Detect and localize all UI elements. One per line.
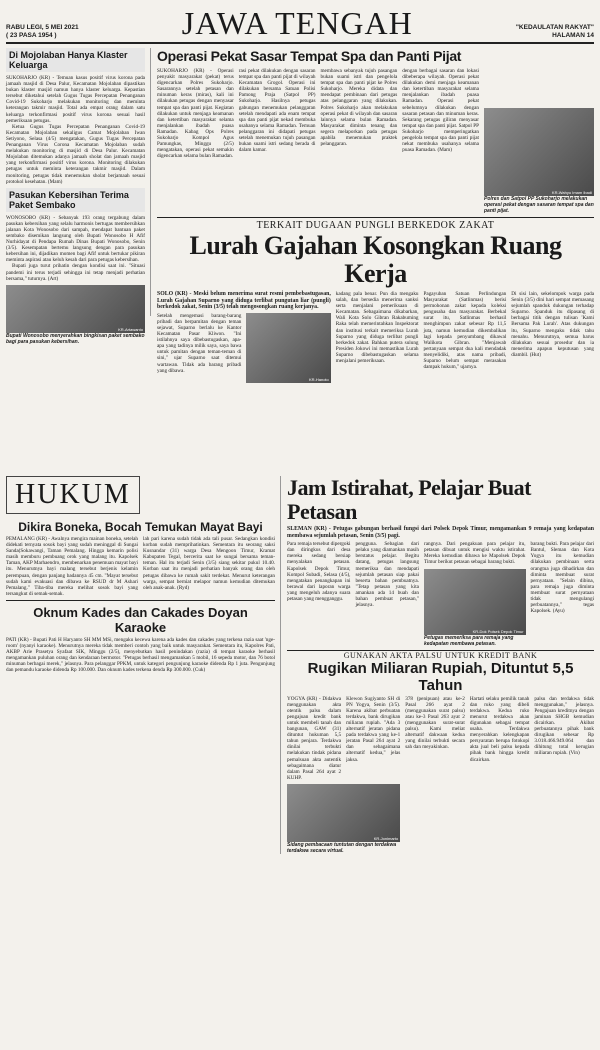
bottom-section — [6, 476, 594, 854]
article-lead: SOLO (KR) - Meski belum menerima surat resmi pembebastugasan, Lurah Gajahan Suparno yang diduga terlibat pungutan liar (pungli) berkedok zakat, Senin (3/5) telah mengosongkan ruang kerjanya. — [157, 291, 331, 311]
article-text: lah pari karena sudah tidak ada tali pusar. Sedangkan kondisi korban sudah memprihatinkan. Sementara itu seorang saksi Kusnandar (31) warga Desa Mengoon Timur, Kramat Kabupaten Tegal, bercerita saat ke sungai bersama teman-teman. Hal itu terjadi Senin (3/5) siang sekitar pukul 10.40. Korban saat itu menjadi perhatian banyak orang dan oleh petugas dibawa ke rumah sakit terdekat. Menurut keterangan warga, sempat berniat melapor namun kemudian ditemukan oleh anak-anak. (Ryd) — [143, 536, 275, 591]
article-text: 378 (penipuan) atau ke-2 Pasal 266 ayat 2 (menggunakan surat palsu) atau ke-3 Pasal 263 ayat 2 (menggunakan surat-surat palsu). Kami meliat alternatif dakwaan kedua yang dinilai terbukti secara sah dan meyakinkan. — [405, 695, 465, 751]
photo-caption: Sidang pembacaan tuntutan dengan terdakwa terdakwa secara virtual. — [287, 841, 397, 854]
section-label: HUKUM — [6, 476, 140, 514]
headline: Oknum Kades dan Cakades Doyan Karaoke — [33, 604, 248, 635]
page-rubric: "KEDAULATAN RAKYAT" HALAMAN 14 — [515, 24, 594, 39]
headline: Lurah Gajahan Kosongkan Ruang Kerja — [189, 231, 562, 288]
article-text: SUKOHARJO (KR) - Temuan kasus positif virus korona pada jamaah masjid di Desa Palur, Kecamatan Mojolaban dipastikan bukan klaster masjid namun hanya klaster keluarga. Kepastian tersebut diketahui setelah Gugus Tugas Percepatan Penanganan Covid-19 Sukoharjo melakukan monitoring dan meminta keterangan takmir masjid. Total ada empat orang dalam satu keluarga terkonfirmasi positif virus korona sesuai hasil pemeriksaan petugas. — [6, 75, 145, 124]
headline: Operasi Pekat Sasar Tempat Spa dan Panti Pijat — [157, 48, 462, 64]
article-text: Pagayuban Satuan Perlindungan Masyarakat (Satlinmas) berisi permohonan zakat kepada koleksi pengusaha dan masyarakat. Berbekal surat itu, Satlinmas berhasil menghimpun zakat sebesar Rp 11,5 juta, namun kemudian dikembalikan lagi kepada penyumbang dikawal Walikota Gibran. "Menjawab pertanyaan sempat dua kali mendadak menyelidiki, atas nama pribadi, Suparno belum sempat merasakan dampak hukum," ujarnya. — [423, 291, 507, 371]
article-text: Para remaja tersebut dipergoki dan diringkus dari desa mereka sedang bersiap menyalakan petasan. Kapolsek Depok Timur, Kompol Subadi, Selasa (4/5), mengatakan penangkapan ini berawal dari laporan warga yang mengeluh adanya suara petasan yang mengganggu. — [287, 541, 351, 603]
article-text: Hartati selaku pemilik tanah dan ruko yang dibeli terdakwa. Kedua ruko menurut terdakwa akan digunakan sebagai tempat usaha. Terdakwa menyerahkan kelengkapan persyaratan berupa fotokopi akta jual beli palsu kepada pihak bank hingga kredit dicairkan. — [469, 695, 530, 763]
masthead — [6, 4, 594, 44]
article-text: dengan berbagai sasaran dan lokasi dibeberapa wilayah. Operasi pekat dilakukan demi menjaga keamanan dan ketertiban masyarakat selama menjalankan ibadah puasa Ramadan. Operasi pekat sebelumnya dilakukan dengan sasaran petasan dan minuman keras. Sekarang petugas giliran menyasar tempat spa dan panti pijat. Satpol PP Sukoharjo memperingatkan pengelola tempat spa dan panti pijat nekat membuka usahanya selama puasa Ramadan. (Mam) — [402, 68, 479, 154]
photo-caption: Petugas memeriksa para remaja yang kedapatan membawa petasan. — [423, 634, 514, 647]
left-column — [6, 48, 151, 345]
main-column — [157, 48, 595, 382]
article-text: pengguna. Sebagian dari pelaku yang diamankan masih berstatus pelajar. Begitu datang, petugas langsung memeriksa dan mendapati sejumlah petasan siap pakai beserta bahan pembuatnya. "Tetap petasan yang kita amankan ada 14 buah dan bahan pembuat petasan," jelasnya. — [355, 541, 419, 609]
photo-petasan: KR-Dok Polsek Depok Timur — [424, 569, 526, 635]
article-text: membawa sebanyak tujuh pasangan bukan suami istri dan pengelola tempat spa dan panti pijat ke Polres Sukoharjo. Mereka didata dan mendapat pembinaan dari petugas atas pelanggaran yang dilakukan. Polres Sukoharjo akan melakukan operasi pekat di wilayah dan sasaran lainnya selama bulan Ramadan. Masyarakat diminta tenang dan segera melaporkan pada petugas apabila menemukan praktek pelanggaran. — [320, 68, 398, 148]
article-text: Klewon Sugiyanto SH di PN Yogya, Senin (3/5). Karena akibat perbuatan terdakwa, bank dirugikan miliaran rupiah. "Ada 3 alternatif jeratan pidana pada terdakwa yang ke-1 jeratan Pasal 264 ayat 2 dan sebagaimana alternatif kedua," jelas jaksa. — [346, 695, 401, 763]
photo-caption: Bupati Wonosobo menyerahkan bingkisan paket sembako bagi para pasukan kebersihan. — [6, 332, 145, 345]
right-column — [287, 476, 594, 854]
photo-sidang: KR-Jonimarto — [287, 784, 400, 842]
photo-operasi: KR-Wahyu Imam Ibadi — [484, 108, 594, 196]
article-text: PEMALANG (KR) - Awalnya mengira mainan boneka, setelah didekati ternyata sosok bayi yang sudah meninggal di Sungai Sanda(Sokawangi, Taman Pemalang. Hingga kemarin polisi masih memburu pembuang orok yang malang itu. Kapolsek Taman, AKP Marhaendro, membenarkan penemuan mayat bayi itu. Menurutnya bayi malang tersebut berjenis kelamin perempuan, dengan panjang badannya 45 cm. "Mayat tersebut sudah kami evakuasi dan dibawa ke RSUD dr M Ashari Pemalang." Tiba-tiba mereka melihat sosok bayi yang tersangkut di semak-semak. — [6, 536, 138, 597]
article-text: barang bukti. Para pelajar dari Bantul, Sleman dan Kota Yogya itu kemudian dilakukan pembinaan serta orangtua juga dihadirkan dan diminta membuat surat pernyataan. "Selain dibina, para remaja juga diminta membuat surat pernyataan tidak mengulangi perbuatannya," tegas Kapolsek. (Ayu) — [530, 541, 595, 615]
headline: Jam Istirahat, Pelajar Buat Petasan — [287, 475, 531, 524]
headline: Dikira Boneka, Bocah Temukan Mayat Bayi — [18, 520, 263, 534]
article-title: Di Mojolaban Hanya Klaster Keluarga — [6, 48, 145, 72]
article-text: kadang pala benar. Pun dia mengaku salah, dan bersedia menerima sanksi serta menjalani pemeriksaan di Kecamatan. Sebagaimana dikabarkan, Wali Kota Solo Gibran Rakabuming Raka telah memerintahkan Inspektorat dan institusi terkait memeriksa Lurah Suparno yang diduga terlibat pungli berkedok zakat. Bahkan putera sulung Presiden Jokowi ini memastikan Lurah Suparno dibebastugaskan selama menjalani pemeriksaan. — [335, 291, 419, 365]
article-text: Di sisi lain, sekelompok warga pada Senin (3/5) dini hari sempat memasang sejumlah spanduk dukungan terhadap Suparno. Spanduk itu dipasang di berbagai titik dengan tulisan 'Kami Bersama Pak Lurah'. Atas dukungan itu, Suparno mengaku tidak tahu menahu. Menurutnya, semua harus dilakukan sesuai prosedur dan ia menerima apapun keputusan yang diambil. (Hut) — [511, 291, 595, 358]
page-title: JAWA TENGAH — [181, 5, 413, 41]
article-text: rangnya. Dari pengakuan para pelajar itu, petasan dibuat untuk mengisi waktu istirahat. Mereka kemudian dibawa ke Mapolsek Depok Timur berikut petasan sebagai barang bukti. — [423, 541, 526, 566]
article-text: Ketua Gugus Tugas Percepatan Penanganan Covid-19 Kecamatan Mojolaban sekaligus Camat Mojolaban Iwan Setiyono, Selasa (4/5) mengatakan, Gugus Tugas Percepatan Penanganan Virus Corona Kecamatan Mojolaban sudah melakukan monitoring di masjid di Desa Palur. Kecamatan Mojolaban ditemukan adanya jamaah sholat dan jamaah masjid yang terkonfirmasi positif virus korona. Monitoring dilakukan petugas untuk meminta keterangan takmir masjid. Dalam monitoring, petugas tidak menemukan sholat berjamaah sesuai protokol kesehatan. (Mam) — [6, 123, 145, 185]
top-section — [6, 48, 595, 382]
photo-sembako: KR-Artawanto — [6, 285, 145, 333]
hukum-column — [6, 476, 281, 854]
article-lead: SLEMAN (KR) - Petugas gabungan berhasil fungsi dari Polsek Depok Timur, mengamankan 9 remaja yang kedapatan membawa sejumlah petasan, Senin (3/5) pagi. — [287, 526, 594, 539]
issue-date: RABU LEGI, 5 MEI 2021 ( 23 PASA 1954 ) — [6, 24, 79, 39]
article-text: Bupati juga turut prihatin dengan kondisi saat ini. "Situasi pandemi ini terus terjadi sehingga ini tetap menjadi perhatian bersama," tuturnya. (Art) — [6, 263, 145, 282]
article-text: SUKOHARJO (KR) - Operasi penyakit masyarakat (pekat) terus digencarkan Polres Sukoharjo. Sasarannya setelah petasan dan minuman keras (miras), kali ini dilakukan petugas dengan menyasar tempat spa dan panti pijat. Kegiatan dilakukan untuk menjaga keamanan dan ketertiban masyarakat selama menjalankan ibadah puasa Ramadan. Kabag Ops Polres Sukoharjo Kompol Agus Pamungkas, Minggu (2/5) mengatakan, operasi pekat semakin digencarkan selama bulan Ramadan. — [157, 68, 234, 160]
kicker: GUNAKAN AKTA PALSU UNTUK KREDIT BANK — [343, 650, 538, 660]
article-text: palsu dan terdakwa tidak menggunakan," jelasnya. Pengajuan kreditnya dengan jaminan SHGB kemudian dicairkan. Akibat perbuatannya pihak bank dirugikan sebesar Rp 3.018.466.949.064 dan dihitung total kerugian miliaran rupiah. (Vin) — [534, 695, 594, 757]
article-title: Pasukan Kebersihan Terima Paket Sembako — [6, 188, 145, 212]
article-text: YOGYA (KR) - Didakwa menggunakan akta otentik palsu dalam pengajuan kredit bank untuk membeli tanah dan bangunan, GAW (31) dituntut hukuman 5,5 tahun penjara. Terdakwa dinilai terbukti melakukan tindak pidana pemalsuan akta autentik sebagaimana diatur dalam Pasal 264 ayat 2 KUHP. — [287, 695, 342, 781]
article-text: PATI (KR) - Bupati Pati H Haryanto SH MM MSi, mengaku kecewa karena ada kades dan cakades yang terkena razia saat 'nge-room' (nyanyi karaoke). Menurutnya mereka tidak memberi contoh yang baik untuk masyarakat. Sementara itu, Kapolres Pati, AKBP Arie Prasetya Syafaat SIK, Minggu (2/5), menyebutkan hasil penindakan (razia) di tempat karaoke berhasil mengamankan puluhan orang dan kendaraan bermotor. "Petugas berhasil mengamankan 5 mobil, 16 sepeda motor, dan 76 botol minuman berbagai merek," jelasnya. Para pelanggar PPKM, untuk kategori pengunjung karaoke didenda Rp 1 juta. Pengunjung dan pemandu karaoke didenda Rp 100.000. Dan oknum kades terkena denda Rp 300.000. (Cuk) — [6, 636, 275, 674]
article-text: rasi pekat dilakukan dengan sasaran tempat spa dan panti pijat di wilayah Kecamatan Grogol. Operasi ini dilakukan bersama Satuan Polisi Pamong Praja (Satpol PP) Sukoharjo. Hasilnya petugas gabungan menemukan pelanggaran setelah mendapati ada enam tempat spa dan panti pijat nekad membuka usahanya selama Ramadan. Temuan pelanggaran ini didapati petugas setelah menemukan tujuh pasangan bukan suami istri sedang berada di dalam kamar. — [238, 68, 316, 154]
photo-lurah: KR-Hanoto — [246, 313, 330, 383]
article-text: WONOSOBO (KR) - Sebanyak 193 orang tergabung dalam pasukan kebersihan yang selalu harmonis bertugas membersihkan jalanan Kota Wonosobo dari sampah, mendapat bantuan paket sembako disemikan langsung oleh Bupati Wonosobo H Afif Nurhidayat di Pendapa Rumah Dinas Bupati Wonosobo, Senin (3/5). Kesempatan bertemu langsung dengan para pasukan kebersihan ini, dijadikan momen bagi Afif untuk bertukar pikiran meminta aspirasi atau keluh kesah dari para petugas kebersihan. — [6, 214, 145, 264]
headline: Rugikan Miliaran Rupiah, Dituntut 5,5 Tahun — [307, 659, 574, 694]
photo-caption: Polres dan Satpol PP Sukoharjo melakukan operasi pekat dengan sasaran tempat spa dan panti pijat. — [484, 196, 594, 214]
kicker: TERKAIT DUGAAN PUNGLI BERKEDOK ZAKAT — [256, 220, 495, 231]
article-text: Setelah mengemasi barang-barang pribadi dan berpamitan dengan teman sejawat, Suparno berlalu ke Kantor Kecamatan Pasar Kliwon. "Ini istilahnya saya dibebastugaskan, apa-apa yang tadinya milik saya, saya bawa untuk pamitan dengan teman-teman di sini," ujar Suparno saat ditemui wartawan. Tidak ada barang pribadi yang dibawa. — [157, 312, 242, 374]
